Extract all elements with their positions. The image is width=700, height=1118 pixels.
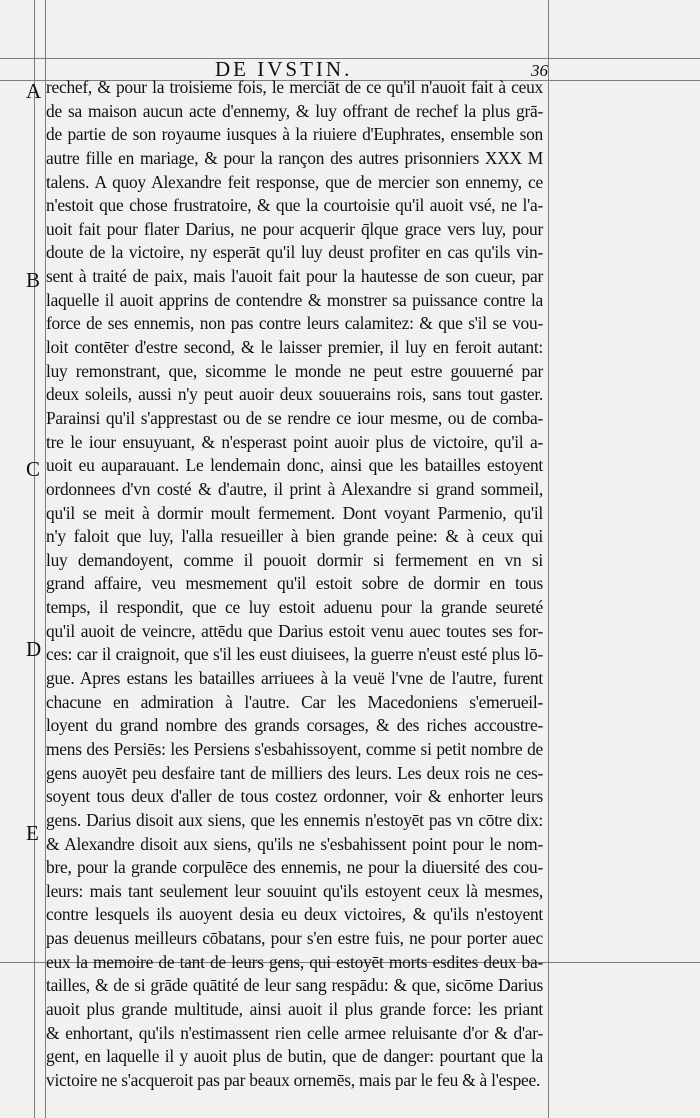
text-line: chacune en admiration à l'autre. Car les Macedoniens s'emerueil- (46, 691, 543, 712)
frame-rule-right (548, 0, 549, 1118)
text-line: uoit eu auparauant. Le lendemain donc, ainsi que les batailles estoyent (46, 455, 543, 476)
text-line: & enhortant, qu'ils n'estimassent rien celle armee reluisante d'or & d'ar- (46, 1022, 543, 1043)
text-line: soyent tous deux d'aller de tous costez ordonner, voir & enhorter leurs (46, 786, 543, 807)
text-line: pas deuenus meilleurs cōbatans, pour s'en estre fuis, ne pour porter auec (46, 928, 543, 949)
text-line: force de ses ennemis, non pas contre leurs calamitez: & que s'il se vou- (46, 313, 543, 334)
text-line: qu'il auoit de veincre, attēdu que Darius estoit venu auec toutes ses for- (46, 620, 543, 641)
text-line: luy demandoyent, comme il pouoit dormir si fermement en vn si (46, 549, 543, 570)
text-line: & Alexandre disoit aux siens, qu'ils ne s'esbahissent point pour le nom- (46, 833, 543, 854)
text-line: tre le iour ensuyuant, & n'esperast point auoir plus de victoire, qu'il a- (46, 431, 543, 452)
text-line: luy remonstrant, que, sicomme le monde ne peut estre gouuerné par (46, 360, 543, 381)
body-text (46, 76, 543, 1093)
text-line: uoit fait pour flater Darius, ne pour acquerir q̄lque grace vers luy, pour (46, 218, 543, 239)
text-line: ordonnees d'vn costé & d'autre, il print à Alexandre si grand sommeil, (46, 478, 543, 499)
text-line: eux la memoire de tant de leurs gens, qui estoyēt morts esdites deux ba- (46, 951, 543, 972)
text-line: sent à traité de paix, mais l'auoit fait pour la hautesse de son cueur, par (46, 266, 543, 287)
text-line: autre fille en mariage, & pour la rançon des autres prisonniers XXX M (46, 147, 543, 168)
text-line: deux soleils, aussi n'y peut auoir deux souuerains rois, sans tout gaster. (46, 384, 543, 405)
text-line: gent, en laquelle il y auoit plus de butin, que de danger: pourtant que la (46, 1046, 543, 1067)
text-line: gens. Darius disoit aux siens, que les ennemis n'estoyēt pas vn cōtre dix: (46, 809, 543, 830)
frame-rule-left-outer (34, 0, 35, 1118)
text-line: leurs: mais tant seulement leur souuint qu'ils estoyent ceux là mesmes, (46, 880, 543, 901)
text-line: loyent du grand nombre des grands corsages, & des riches accoustre- (46, 715, 543, 736)
page-number: 36 (531, 61, 548, 80)
text-line: gens auoyēt peu desfaire tant de milliers des leurs. Les deux rois ne ces- (46, 762, 543, 783)
text-line: n'estoit que chose frustratoire, & que la courtoisie qu'il auoit vsé, ne l'a- (46, 195, 543, 216)
text-line: Parainsi qu'il s'apprestast ou de se rendre ce iour mesme, ou de comba- (46, 407, 543, 428)
text-line: mens des Persiēs: les Persiens s'esbahissoyent, comme si petit nombre de (46, 738, 543, 759)
text-line: ces: car il craignoit, que s'il les eust diuisees, la guerre n'eust esté plus lō- (46, 644, 543, 665)
text-line: laquelle il auoit apprins de contendre & monstrer sa puissance contre la (46, 289, 543, 310)
margin-letter-b: B (26, 268, 41, 292)
margin-letter-c: C (26, 457, 41, 481)
text-line: contre lesquels ils auoyent desia eu deux victoires, & qu'ils n'estoyent (46, 904, 543, 925)
text-line: victoire ne s'acqueroit pas par beaux ornemēs, mais par le feu & à l'espee. (46, 1069, 541, 1090)
text-line: qu'il se meit à dormir moult fermement. Dont voyant Parmenio, qu'il (46, 502, 543, 523)
text-line: tailles, & de si grāde quātité de leur sang respādu: & que, sicōme Darius (46, 975, 543, 996)
running-head: DE IVSTIN. (215, 57, 353, 81)
text-line: auoit plus grande multitude, ainsi auoit il plus grande force: les priant (46, 998, 543, 1019)
text-line: talens. A quoy Alexandre feit response, que de mercier son ennemy, ce (46, 171, 543, 192)
text-line: gue. Apres estans les batailles arriuees à la veuë l'vne de l'autre, furent (46, 668, 543, 689)
text-line: grand affaire, veu mesmement qu'il estoit sobre de dormir en tous (46, 573, 543, 594)
text-line: de sa maison aucun acte d'ennemy, & luy offrant de rechef la plus grā- (46, 100, 543, 121)
margin-letter-a: A (26, 79, 42, 103)
text-line: n'y faloit que luy, l'alla resueiller à bien grande peine: & à ceux qui (46, 526, 543, 547)
margin-letter-d: D (26, 637, 42, 661)
text-line: doute de la victoire, ny esperāt qu'il luy deust profiter en cas qu'ils vin- (46, 242, 543, 263)
text-line: loit contēter d'estre second, & le laisser premier, il luy en feroit autant: (46, 337, 543, 358)
margin-letter-e: E (26, 821, 39, 845)
text-line: bre, pour la grande corpulēce des ennemis, ne pour la diuersité des cou- (46, 857, 543, 878)
text-line: de partie de son royaume iusques à la riuiere d'Euphrates, ensemble son (46, 124, 543, 145)
text-line: temps, il respondit, que ce luy estoit aduenu pour la grande seureté (46, 597, 543, 618)
text-line: rechef, & pour la troisieme fois, le merciāt de ce qu'il n'auoit fait à ceux (46, 77, 543, 97)
